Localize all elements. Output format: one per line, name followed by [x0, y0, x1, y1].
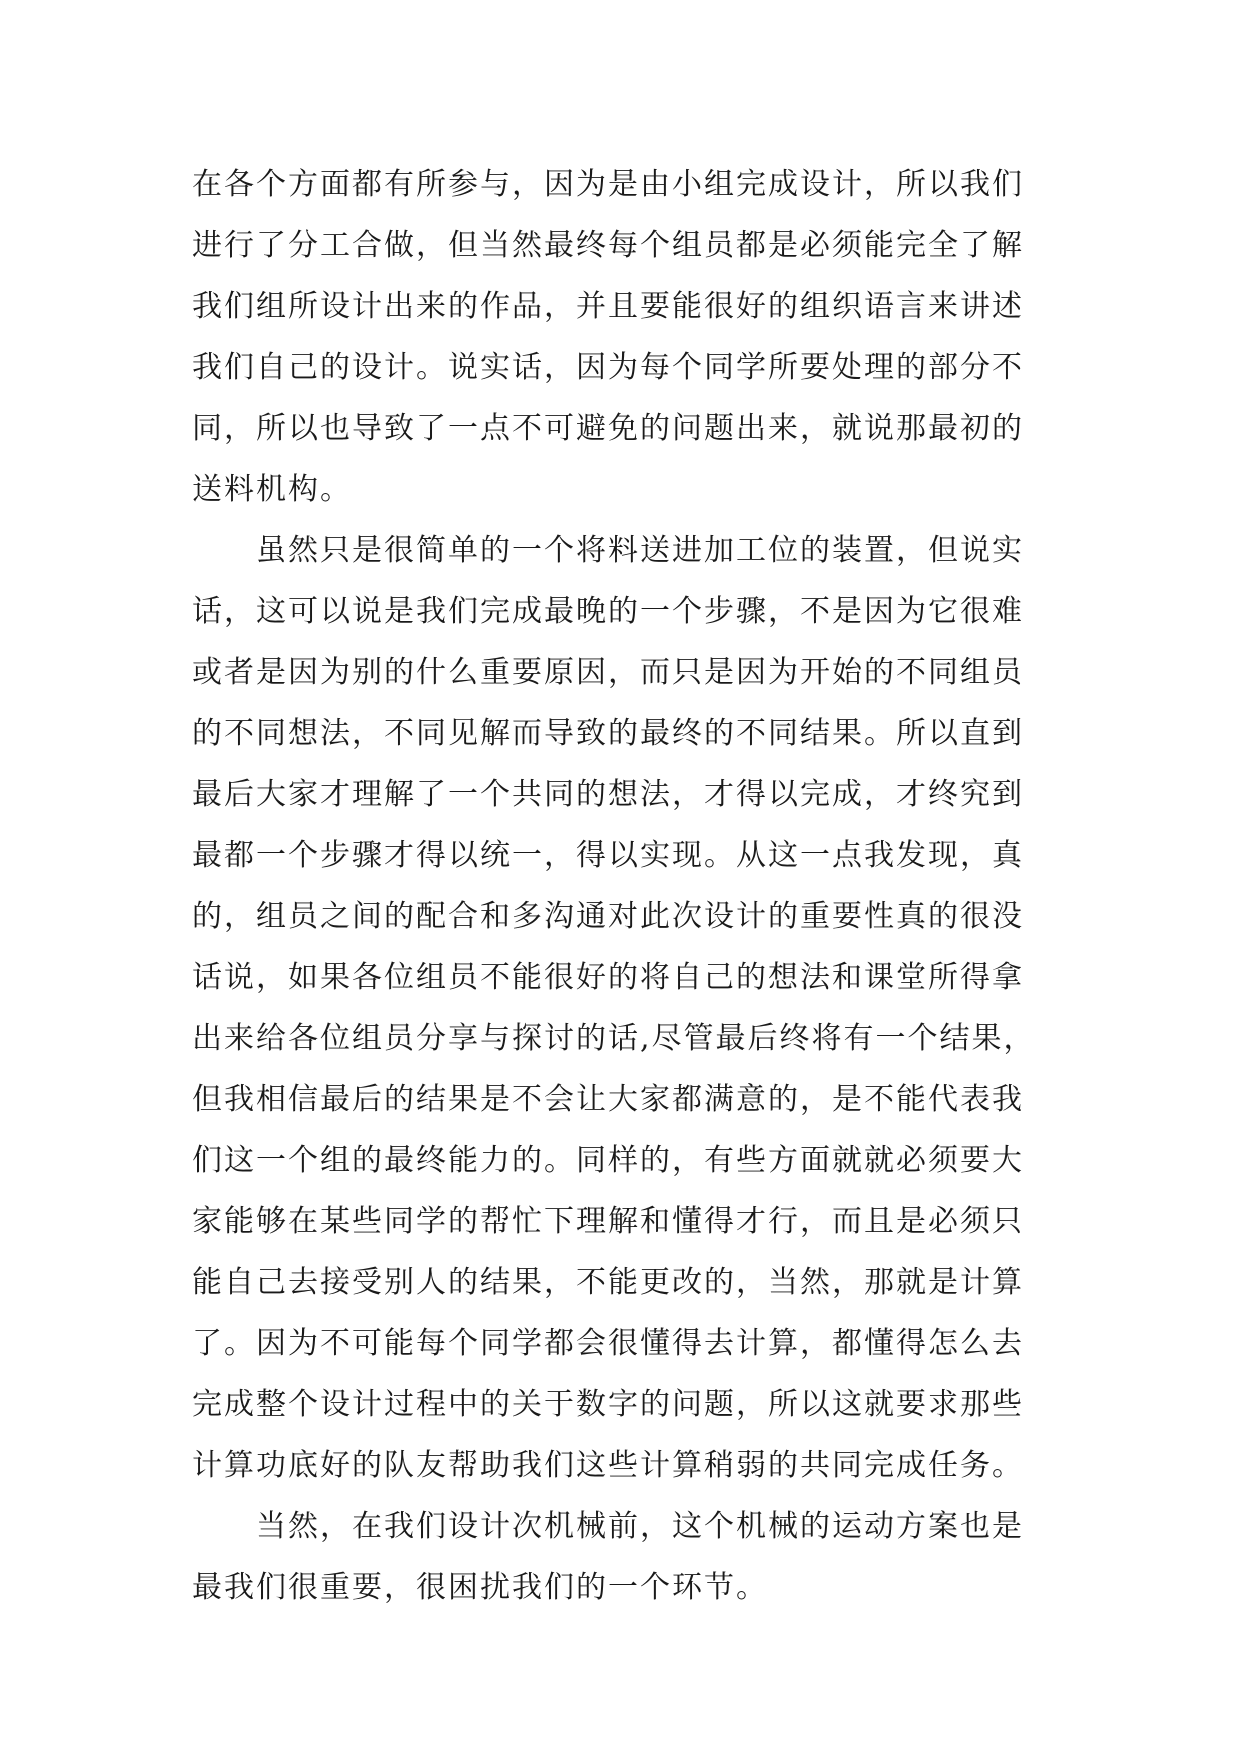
paragraph-first-line: 当然，在我们设计次机械前，这个机械的运动方案也是 — [256, 1509, 1024, 1544]
text-line: 话说，如果各位组员不能很好的将自己的想法和课堂所得拿 — [192, 960, 1024, 995]
text-line: 的，组员之间的配合和多沟通对此次设计的重要性真的很没 — [192, 899, 1024, 934]
text-line: 们这一个组的最终能力的。同样的，有些方面就就必须要大 — [192, 1143, 1024, 1178]
text-line: 同，所以也导致了一点不可避免的问题出来，就说那最初的 — [192, 411, 1024, 446]
text-line: 家能够在某些同学的帮忙下理解和懂得才行，而且是必须只 — [192, 1204, 1024, 1239]
text-line: 但我相信最后的结果是不会让大家都满意的，是不能代表我 — [192, 1082, 1024, 1117]
text-line: 能自己去接受别人的结果，不能更改的，当然，那就是计算 — [192, 1265, 1024, 1300]
text-line: 了。因为不可能每个同学都会很懂得去计算，都懂得怎么去 — [192, 1326, 1024, 1361]
text-line: 完成整个设计过程中的关于数字的问题，所以这就要求那些 — [192, 1387, 1024, 1422]
paragraph-first-line: 虽然只是很简单的一个将料送进加工位的装置，但说实 — [256, 533, 1024, 568]
text-line: 送料机构。 — [192, 472, 352, 507]
text-line: 最都一个步骤才得以统一，得以实现。从这一点我发现，真 — [192, 838, 1024, 873]
text-line: 进行了分工合做，但当然最终每个组员都是必须能完全了解 — [192, 228, 1024, 263]
text-line: 或者是因为别的什么重要原因，而只是因为开始的不同组员 — [192, 655, 1024, 690]
text-line: 计算功底好的队友帮助我们这些计算稍弱的共同完成任务。 — [192, 1448, 1024, 1483]
text-line: 的不同想法，不同见解而导致的最终的不同结果。所以直到 — [192, 716, 1024, 751]
text-line: 最我们很重要，很困扰我们的一个环节。 — [192, 1570, 768, 1605]
text-line: 在各个方面都有所参与，因为是由小组完成设计，所以我们 — [192, 167, 1024, 202]
text-line: 最后大家才理解了一个共同的想法，才得以完成，才终究到 — [192, 777, 1024, 812]
text-line: 出来给各位组员分享与探讨的话,尽管最后终将有一个结果， — [192, 1021, 1036, 1056]
text-line: 我们组所设计出来的作品，并且要能很好的组织语言来讲述 — [192, 289, 1024, 324]
text-line: 话，这可以说是我们完成最晚的一个步骤，不是因为它很难 — [192, 594, 1024, 629]
document-body — [192, 160, 1072, 1624]
text-line: 我们自己的设计。说实话，因为每个同学所要处理的部分不 — [192, 350, 1024, 385]
